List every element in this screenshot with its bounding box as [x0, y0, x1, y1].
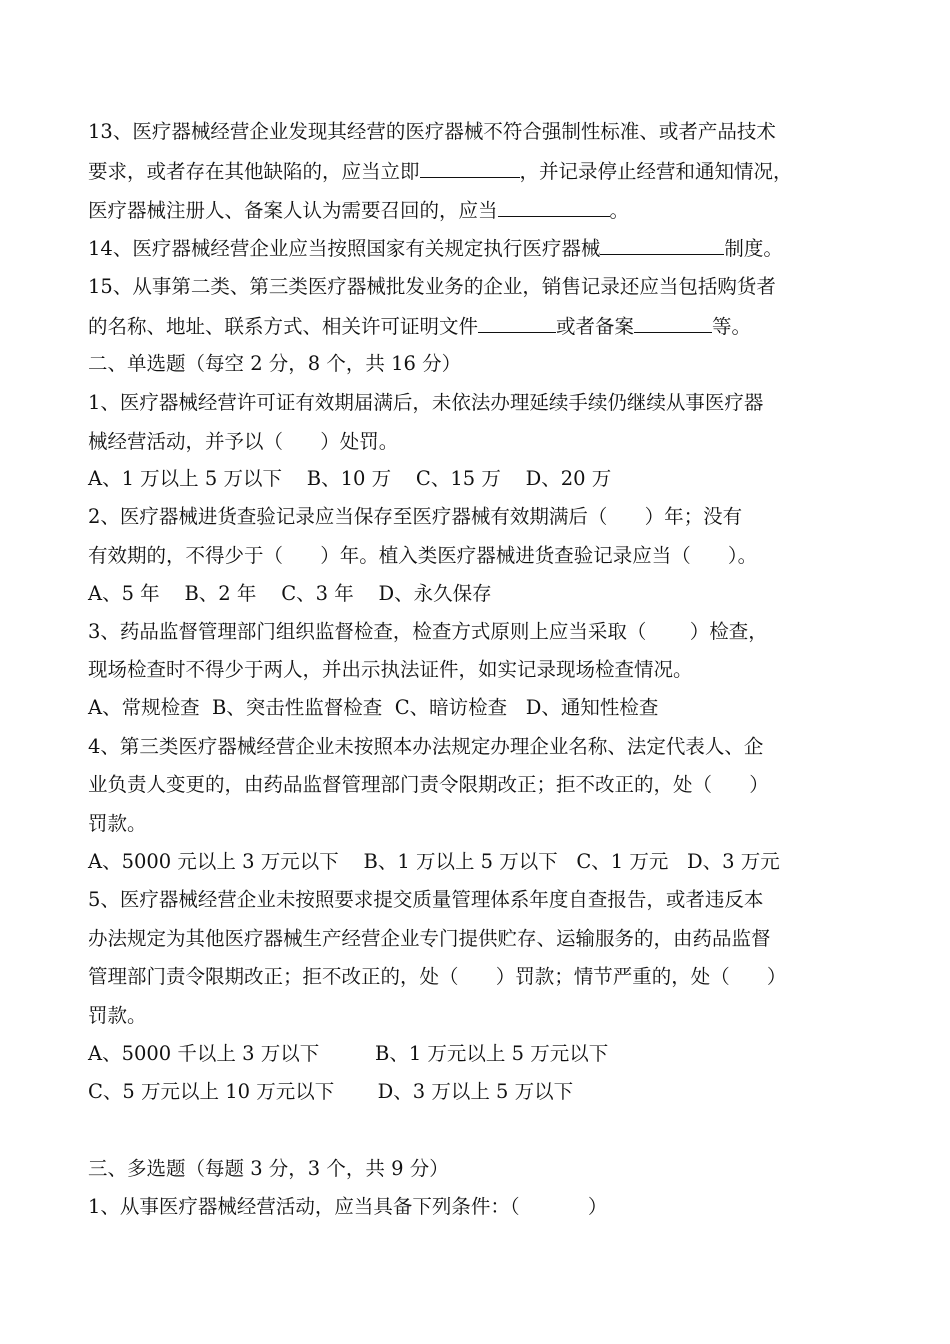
- q14-line-1-text: 14、医疗器械经营企业应当按照国家有关规定执行医疗器械: [88, 237, 601, 260]
- s2-q3-line-2: 现场检查时不得少于两人，并出示执法证件，如实记录现场检查情况。: [88, 658, 693, 681]
- s2-q5-line-4: 罚款。: [88, 1004, 147, 1027]
- fill-blank[interactable]: [634, 312, 712, 333]
- q13-line-2: [88, 157, 793, 186]
- s2-q2-line-2: 有效期的，不得少于（ ）年。植入类医疗器械进货查验记录应当（ ）。: [88, 544, 758, 567]
- q14-line-1-tail: 制度。: [724, 237, 783, 260]
- q15-line-1: 15、从事第二类、第三类医疗器械批发业务的企业，销售记录还应当包括购货者: [88, 275, 776, 298]
- q13-line-3-tail: 。: [609, 199, 630, 222]
- s2-q5-options-cd: C、5 万元以上 10 万元以下 D、3 万以上 5 万以下: [88, 1080, 574, 1103]
- s2-q1-line-2: 械经营活动，并予以（ ）处罚。: [88, 430, 399, 453]
- fill-blank[interactable]: [498, 196, 610, 217]
- s2-q2-line-1: 2、医疗器械进货查验记录应当保存至医疗器械有效期满后（ ）年；没有: [88, 505, 743, 528]
- fill-blank[interactable]: [478, 312, 556, 333]
- s3-q1-line-1: 1、从事医疗器械经营活动，应当具备下列条件：（ ）: [88, 1195, 608, 1218]
- q15-line-2-mid: 或者备案: [556, 315, 635, 338]
- s2-q4-line-2: 业负责人变更的，由药品监督管理部门责令限期改正；拒不改正的，处（ ）: [88, 773, 769, 796]
- s2-q4-line-3: 罚款。: [88, 812, 147, 835]
- s2-q5-line-1: 5、医疗器械经营企业未按照要求提交质量管理体系年度自查报告，或者违反本: [88, 888, 764, 911]
- s2-q5-line-2: 办法规定为其他医疗器械生产经营企业专门提供贮存、运输服务的，由药品监督: [88, 927, 771, 950]
- s2-q1-line-1: 1、医疗器械经营许可证有效期届满后，未依法办理延续手续仍继续从事医疗器: [88, 391, 764, 414]
- s2-q5-options-ab: A、5000 千以上 3 万以下 B、1 万元以上 5 万元以下: [88, 1042, 609, 1065]
- s2-q1-options: A、1 万以上 5 万以下 B、10 万 C、15 万 D、20 万: [88, 467, 612, 490]
- s2-q4-line-1: 4、第三类医疗器械经营企业未按照本办法规定办理企业名称、法定代表人、企: [88, 735, 764, 758]
- q13-line-3-text: 医疗器械注册人、备案人认为需要召回的，应当: [88, 199, 498, 222]
- s2-q3-options: A、常规检查 B、突击性监督检查 C、暗访检查 D、通知性检查: [88, 696, 659, 719]
- s2-q3-line-1: 3、药品监督管理部门组织监督检查，检查方式原则上应当采取（ ）检查，: [88, 620, 768, 643]
- s2-q2-options: A、5 年 B、2 年 C、3 年 D、永久保存: [88, 582, 492, 605]
- s2-q5-line-3: 管理部门责令限期改正；拒不改正的，处（ ）罚款；情节严重的，处（ ）: [88, 965, 787, 988]
- q15-line-2-text: 的名称、地址、联系方式、相关许可证明文件: [88, 315, 479, 338]
- q13-line-2-tail: ，并记录停止经营和通知情况，: [519, 160, 793, 183]
- fill-blank[interactable]: [420, 157, 520, 178]
- q13-line-2-text: 要求，或者存在其他缺陷的，应当立即: [88, 160, 420, 183]
- fill-blank[interactable]: [600, 234, 724, 255]
- q15-line-2: [88, 312, 751, 341]
- s2-q4-options: A、5000 元以上 3 万元以下 B、1 万以上 5 万以下 C、1 万元 D、3 万元: [88, 850, 780, 873]
- q14-line-1: [88, 234, 783, 263]
- q15-line-2-tail: 等。: [712, 315, 752, 338]
- section-3-heading: 三、多选题（每题 3 分，3 个，共 9 分）: [88, 1157, 449, 1180]
- q13-line-1: 13、医疗器械经营企业发现其经营的医疗器械不符合强制性标准、或者产品技术: [88, 120, 776, 143]
- q13-line-3: [88, 196, 629, 225]
- section-2-heading: 二、单选题（每空 2 分，8 个，共 16 分）: [88, 352, 462, 375]
